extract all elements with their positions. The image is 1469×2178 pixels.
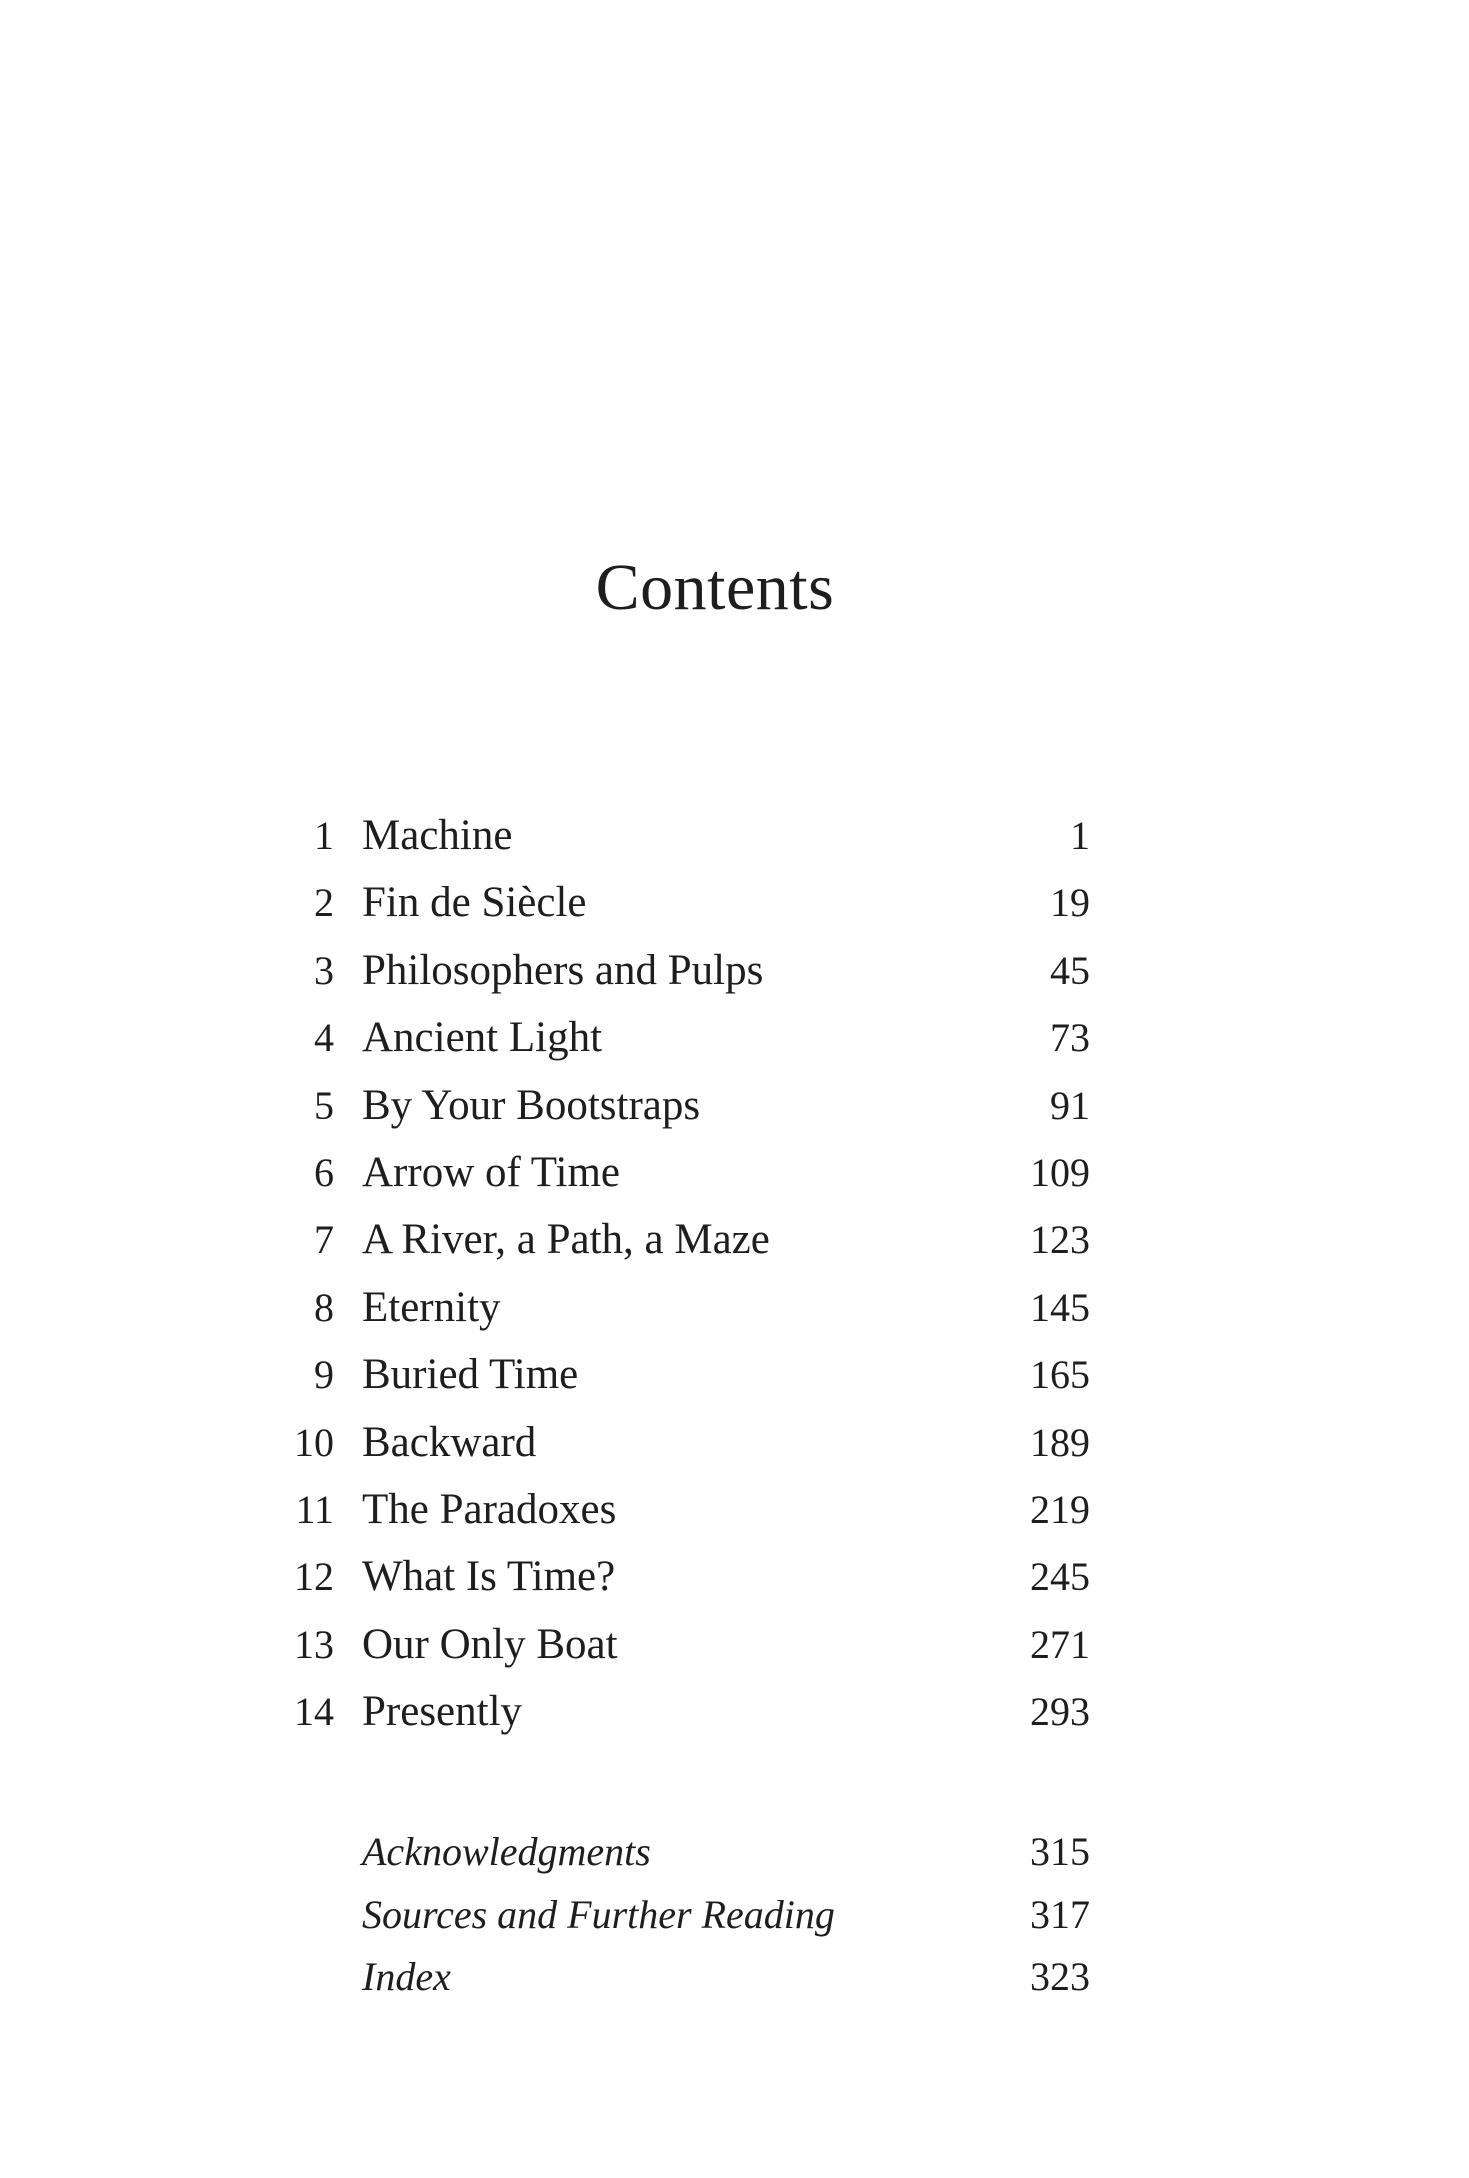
chapter-number: 13 (294, 1621, 334, 1667)
toc-entry-10[interactable] (270, 1415, 1090, 1482)
toc-entry-13[interactable] (270, 1617, 1090, 1684)
toc-entry-14[interactable] (270, 1684, 1090, 1751)
chapter-number: 9 (314, 1352, 334, 1398)
chapter-number: 4 (314, 1015, 334, 1061)
page-number: 293 (1030, 1689, 1090, 1735)
chapter-title: Machine (362, 812, 513, 859)
back-matter-list (270, 1824, 1090, 2012)
chapter-number: 7 (314, 1217, 334, 1263)
page-number: 19 (1050, 880, 1090, 926)
chapter-title: Presently (362, 1688, 523, 1736)
chapter-number: 5 (314, 1082, 334, 1128)
chapter-title: By Your Bootstraps (362, 1081, 701, 1129)
toc-entry-2[interactable] (270, 875, 1090, 942)
toc-entry-1[interactable] (270, 808, 1090, 875)
page-number: 45 (1050, 947, 1090, 993)
toc-entry-12[interactable] (270, 1549, 1090, 1616)
chapter-number: 3 (314, 947, 334, 993)
page-number: 317 (1030, 1891, 1090, 1937)
chapter-title: Fin de Siècle (362, 879, 587, 927)
chapter-title: What Is Time? (362, 1553, 616, 1601)
back-matter-title: Index (362, 1954, 451, 1999)
chapter-number: 11 (295, 1486, 334, 1532)
page-number: 219 (1030, 1486, 1090, 1532)
chapter-number: 8 (314, 1284, 334, 1330)
page-number: 73 (1050, 1015, 1090, 1061)
page-number: 123 (1030, 1217, 1090, 1263)
toc-entry-5[interactable] (270, 1078, 1090, 1145)
chapter-title: Arrow of Time (362, 1148, 621, 1196)
page-number: 271 (1030, 1621, 1090, 1667)
chapter-number: 2 (314, 880, 334, 926)
chapter-title: Philosophers and Pulps (362, 946, 764, 994)
chapter-title: Backward (362, 1418, 537, 1466)
page-number: 165 (1030, 1352, 1090, 1398)
chapter-title: Ancient Light (362, 1014, 603, 1062)
chapter-title: A River, a Path, a Maze (362, 1216, 770, 1264)
page-number: 189 (1030, 1419, 1090, 1465)
toc-entry-8[interactable] (270, 1280, 1090, 1347)
chapter-title: The Paradoxes (362, 1485, 617, 1533)
chapter-title: Buried Time (362, 1351, 579, 1399)
chapter-number: 1 (314, 813, 334, 858)
toc-entry-4[interactable] (270, 1010, 1090, 1077)
chapter-number: 14 (294, 1689, 334, 1735)
table-of-contents (270, 808, 1090, 1751)
page-number: 109 (1030, 1149, 1090, 1195)
chapter-title: Our Only Boat (362, 1620, 618, 1668)
back-matter-title: Acknowledgments (362, 1829, 651, 1874)
page-number: 145 (1030, 1284, 1090, 1330)
page-number: 91 (1050, 1082, 1090, 1128)
chapter-number: 10 (294, 1419, 334, 1465)
page-title: Contents (595, 551, 835, 624)
toc-entry-acknowledgments[interactable] (270, 1824, 1090, 1887)
page-number: 1 (1070, 813, 1090, 858)
toc-entry-index[interactable] (270, 1949, 1090, 2012)
page-number: 315 (1030, 1829, 1090, 1874)
chapter-number: 6 (314, 1149, 334, 1195)
back-matter-title: Sources and Further Reading (362, 1891, 835, 1937)
toc-entry-9[interactable] (270, 1347, 1090, 1414)
toc-entry-6[interactable] (270, 1145, 1090, 1212)
chapter-title: Eternity (362, 1283, 501, 1331)
toc-entry-3[interactable] (270, 943, 1090, 1010)
toc-entry-7[interactable] (270, 1212, 1090, 1279)
chapter-number: 12 (294, 1554, 334, 1600)
toc-entry-11[interactable] (270, 1482, 1090, 1549)
page-number: 323 (1030, 1954, 1090, 1999)
page-number: 245 (1030, 1554, 1090, 1600)
toc-entry-sources[interactable] (270, 1887, 1090, 1950)
